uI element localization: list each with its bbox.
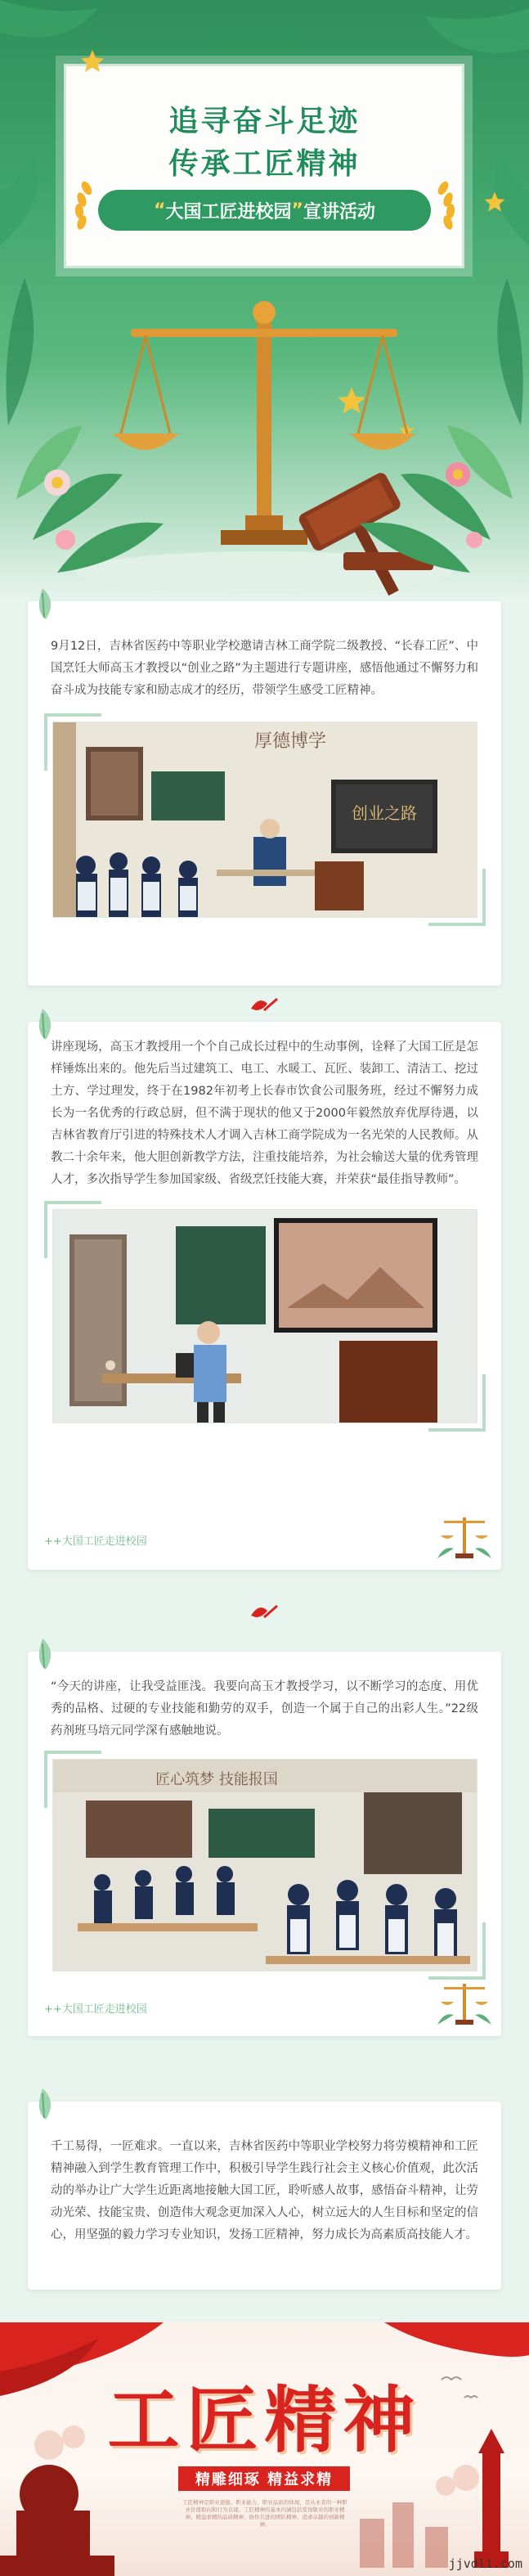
header-banner — [0, 0, 529, 601]
section-1-photo-frame — [44, 713, 486, 926]
content-card-2 — [28, 1022, 501, 1570]
content-card-4 — [28, 2102, 501, 2290]
laurel-right-icon — [430, 180, 463, 237]
wall-text: 厚德博学 — [253, 731, 326, 752]
section-divider — [0, 1570, 529, 1652]
section-2-photo-frame — [44, 1201, 486, 1432]
content-card-1 — [28, 601, 501, 986]
divider-icon — [248, 992, 280, 1015]
footer-banner — [0, 2322, 529, 2576]
spacer — [0, 2290, 529, 2322]
leaf-icon — [26, 1007, 59, 1043]
leaf-icon — [26, 2087, 59, 2123]
leaf-icon — [26, 587, 59, 623]
section-4-paragraph: 千工易得，一匠难求。一直以来，吉林省医药中等职业学校努力将劳模精神和工匠精神融入到学生教育管理工作中，积极引导学生践行社会主义核心价值观，此次活动的举办让广大学生近距离地接触大国工匠，聆听感人故事，感悟奋斗精神，让劳动光荣、技能宝贵、创造伟大观念更加深入人心，树立远大的人生目标和坚定的信心，用坚强的毅力学习专业知识，发扬工匠精神，努力成长为高素质高技能人才。 — [51, 2140, 478, 2241]
laurel-left-icon — [67, 180, 100, 237]
pill-suffix: 宣讲活动 — [303, 201, 375, 223]
lecture-photo-3 — [52, 1759, 477, 1971]
pill-quote-open: “ — [154, 200, 166, 221]
section-2-paragraph: 讲座现场，高玉才教授用一个个自己成长过程中的生动事例，诠释了大国工匠是怎样锤炼出来的。他先后当过建筑工、电工、水暖工、瓦匠、装卸工、清洁工、挖过土方、学过理发，终于在1982年初考上长春市饮食公司服务班，经过不懈努力成长为一名优秀的行政总厨，但不满于现状的他又于2000年毅然放弃优厚待遇，以吉林省教育厅引进的特殊技术人才调入吉林工商学院成为一名光荣的人民教师。从教二十余年来，他大胆创新教学方法，注重技能培养，为社会输送大量的优秀管理人才，多次指导学生参加国家级、省级烹饪技能大赛，并荣获“最佳指导教师”。 — [51, 1041, 478, 1186]
pill-quote-text: 大国工匠进校园 — [165, 201, 292, 223]
footer-fine-print: 工匠精神是职业道德、职业能力、职业品质的体现，是从业者的一种职业价值取向和行为表现。工匠精神的基本内涵包括爱岗敬业的职业精神、精益求精的品质精神、协作共进的团队精神、追求卓越的创新精神。 — [182, 2499, 347, 2528]
header-title-line2: 传承工匠精神 — [168, 147, 361, 181]
scale-deco-icon — [436, 1979, 493, 2026]
section-2-tag: ++大国工匠走进校园 — [44, 1535, 147, 1548]
footer-big-title: 工匠精神 — [107, 2377, 422, 2462]
content-card-3 — [28, 1652, 501, 2036]
header-title-line1: 追寻奋斗足迹 — [168, 105, 361, 138]
site-watermark: jjvdli.com — [448, 2556, 522, 2571]
section-1-paragraph: 9月12日，吉林省医药中等职业学校邀请吉林工商学院二级教授、“长春工匠”、中国烹饪大师高玉才教授以“创业之路”为主题进行专题讲座，感悟他通过不懈努力和奋斗成为技能专家和励志成才的经历，带领学生感受工匠精神。 — [51, 640, 478, 697]
footer-slogan-banner: 精雕细琢 精益求精 — [178, 2466, 350, 2491]
screen-text: 创业之路 — [351, 803, 417, 823]
scale-deco-icon — [436, 1513, 493, 1560]
lecture-photo-1-illustration — [53, 722, 477, 918]
divider-icon — [248, 1599, 280, 1622]
star-icon — [482, 190, 507, 214]
star-icon — [78, 47, 106, 75]
section-3-paragraph: “今天的讲座，让我受益匪浅。我要向高玉才教授学习，以不断学习的态度、用优秀的品格、过硬的专业技能和勤劳的双手，创造一个属于自己的出彩人生。”22级药剂班马培元同学深有感触地说。 — [51, 1680, 478, 1738]
lecture-photo-1 — [52, 722, 477, 918]
justice-scale-illustration — [0, 270, 529, 601]
lecture-photo-2 — [52, 1209, 477, 1423]
section-divider — [0, 986, 529, 1022]
lecture-photo-3-illustration — [53, 1760, 477, 1971]
event-pill — [98, 190, 431, 231]
section-3-photo-frame — [44, 1751, 486, 1980]
spacer — [0, 2036, 529, 2102]
leaf-icon — [26, 1637, 59, 1673]
section-3-tag: ++大国工匠走进校园 — [44, 2003, 147, 2016]
wall-text: 匠心筑梦 技能报国 — [155, 1771, 278, 1788]
pill-quote-close: ” — [291, 200, 303, 221]
lecture-photo-2-illustration — [53, 1210, 477, 1423]
